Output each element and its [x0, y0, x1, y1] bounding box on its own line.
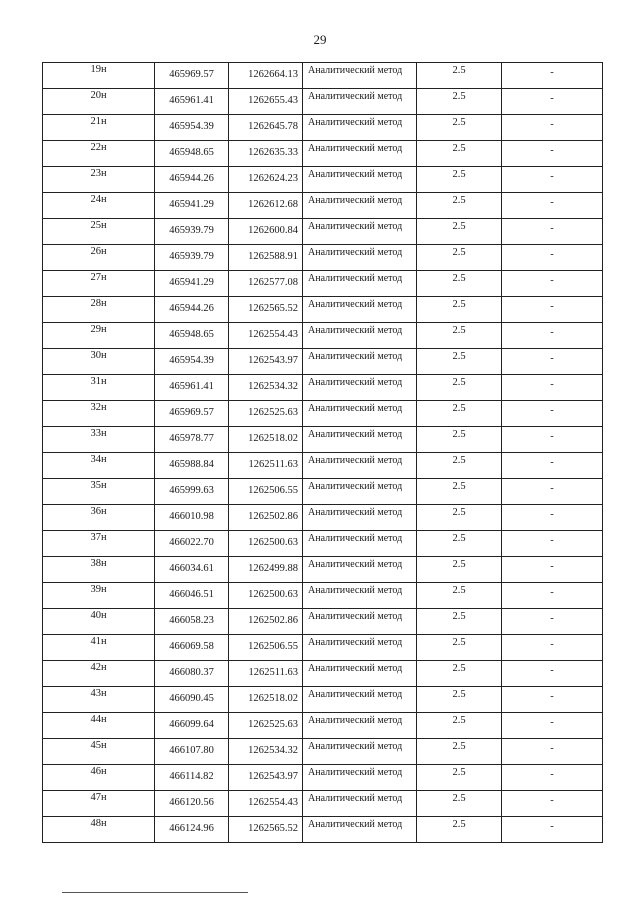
y-coordinate-cell: 1262664.13 — [229, 63, 303, 89]
method-cell: Аналитический метод — [303, 765, 417, 791]
y-coordinate-cell: 1262502.86 — [229, 609, 303, 635]
accuracy-cell: 2.5 — [417, 453, 502, 479]
y-coordinate-cell: 1262500.63 — [229, 583, 303, 609]
x-coordinate-cell: 466080.37 — [155, 661, 229, 687]
point-cell: 44н — [43, 713, 155, 739]
method-cell: Аналитический метод — [303, 349, 417, 375]
x-coordinate-cell: 466022.70 — [155, 531, 229, 557]
point-cell: 48н — [43, 817, 155, 843]
method-cell: Аналитический метод — [303, 323, 417, 349]
x-coordinate-cell: 466099.64 — [155, 713, 229, 739]
method-cell: Аналитический метод — [303, 219, 417, 245]
y-coordinate-cell: 1262543.97 — [229, 765, 303, 791]
accuracy-cell: 2.5 — [417, 661, 502, 687]
note-cell: - — [502, 375, 603, 401]
point-cell: 40н — [43, 609, 155, 635]
point-cell: 24н — [43, 193, 155, 219]
accuracy-cell: 2.5 — [417, 427, 502, 453]
note-cell: - — [502, 583, 603, 609]
table-row — [43, 739, 603, 765]
note-cell: - — [502, 427, 603, 453]
table-row — [43, 115, 603, 141]
accuracy-cell: 2.5 — [417, 687, 502, 713]
point-cell: 45н — [43, 739, 155, 765]
y-coordinate-cell: 1262518.02 — [229, 687, 303, 713]
x-coordinate-cell: 465941.29 — [155, 193, 229, 219]
y-coordinate-cell: 1262554.43 — [229, 323, 303, 349]
method-cell: Аналитический метод — [303, 713, 417, 739]
y-coordinate-cell: 1262554.43 — [229, 791, 303, 817]
accuracy-cell: 2.5 — [417, 167, 502, 193]
x-coordinate-cell: 465939.79 — [155, 245, 229, 271]
accuracy-cell: 2.5 — [417, 115, 502, 141]
x-coordinate-cell: 466114.82 — [155, 765, 229, 791]
table-row — [43, 817, 603, 843]
note-cell: - — [502, 167, 603, 193]
x-coordinate-cell: 465954.39 — [155, 349, 229, 375]
note-cell: - — [502, 271, 603, 297]
note-cell: - — [502, 323, 603, 349]
x-coordinate-cell: 465969.57 — [155, 401, 229, 427]
table-row — [43, 765, 603, 791]
point-cell: 26н — [43, 245, 155, 271]
accuracy-cell: 2.5 — [417, 245, 502, 271]
x-coordinate-cell: 466120.56 — [155, 791, 229, 817]
table-row — [43, 479, 603, 505]
point-cell: 41н — [43, 635, 155, 661]
method-cell: Аналитический метод — [303, 167, 417, 193]
x-coordinate-cell: 465948.65 — [155, 141, 229, 167]
table-row — [43, 141, 603, 167]
note-cell: - — [502, 687, 603, 713]
x-coordinate-cell: 466107.80 — [155, 739, 229, 765]
method-cell: Аналитический метод — [303, 63, 417, 89]
x-coordinate-cell: 465948.65 — [155, 323, 229, 349]
table-row — [43, 401, 603, 427]
y-coordinate-cell: 1262655.43 — [229, 89, 303, 115]
x-coordinate-cell: 466090.45 — [155, 687, 229, 713]
method-cell: Аналитический метод — [303, 817, 417, 843]
x-coordinate-cell: 465944.26 — [155, 167, 229, 193]
note-cell: - — [502, 713, 603, 739]
table-row — [43, 297, 603, 323]
note-cell: - — [502, 89, 603, 115]
x-coordinate-cell: 466124.96 — [155, 817, 229, 843]
accuracy-cell: 2.5 — [417, 219, 502, 245]
note-cell: - — [502, 557, 603, 583]
point-cell: 25н — [43, 219, 155, 245]
method-cell: Аналитический метод — [303, 193, 417, 219]
y-coordinate-cell: 1262502.86 — [229, 505, 303, 531]
x-coordinate-cell: 466046.51 — [155, 583, 229, 609]
method-cell: Аналитический метод — [303, 115, 417, 141]
accuracy-cell: 2.5 — [417, 531, 502, 557]
note-cell: - — [502, 531, 603, 557]
point-cell: 29н — [43, 323, 155, 349]
x-coordinate-cell: 466069.58 — [155, 635, 229, 661]
method-cell: Аналитический метод — [303, 297, 417, 323]
note-cell: - — [502, 791, 603, 817]
table-row — [43, 427, 603, 453]
point-cell: 42н — [43, 661, 155, 687]
y-coordinate-cell: 1262565.52 — [229, 297, 303, 323]
note-cell: - — [502, 817, 603, 843]
accuracy-cell: 2.5 — [417, 505, 502, 531]
y-coordinate-cell: 1262518.02 — [229, 427, 303, 453]
accuracy-cell: 2.5 — [417, 609, 502, 635]
table-row — [43, 349, 603, 375]
method-cell: Аналитический метод — [303, 141, 417, 167]
method-cell: Аналитический метод — [303, 687, 417, 713]
note-cell: - — [502, 765, 603, 791]
accuracy-cell: 2.5 — [417, 765, 502, 791]
point-cell: 28н — [43, 297, 155, 323]
method-cell: Аналитический метод — [303, 557, 417, 583]
point-cell: 38н — [43, 557, 155, 583]
table-row — [43, 219, 603, 245]
table-row — [43, 89, 603, 115]
y-coordinate-cell: 1262534.32 — [229, 375, 303, 401]
table-row — [43, 661, 603, 687]
point-cell: 47н — [43, 791, 155, 817]
accuracy-cell: 2.5 — [417, 713, 502, 739]
method-cell: Аналитический метод — [303, 635, 417, 661]
table-row — [43, 245, 603, 271]
x-coordinate-cell: 465939.79 — [155, 219, 229, 245]
y-coordinate-cell: 1262588.91 — [229, 245, 303, 271]
y-coordinate-cell: 1262600.84 — [229, 219, 303, 245]
note-cell: - — [502, 193, 603, 219]
point-cell: 22н — [43, 141, 155, 167]
x-coordinate-cell: 465969.57 — [155, 63, 229, 89]
x-coordinate-cell: 466034.61 — [155, 557, 229, 583]
y-coordinate-cell: 1262511.63 — [229, 453, 303, 479]
point-cell: 36н — [43, 505, 155, 531]
note-cell: - — [502, 115, 603, 141]
accuracy-cell: 2.5 — [417, 375, 502, 401]
point-cell: 35н — [43, 479, 155, 505]
accuracy-cell: 2.5 — [417, 583, 502, 609]
note-cell: - — [502, 479, 603, 505]
point-cell: 30н — [43, 349, 155, 375]
point-cell: 37н — [43, 531, 155, 557]
y-coordinate-cell: 1262635.33 — [229, 141, 303, 167]
method-cell: Аналитический метод — [303, 401, 417, 427]
table-row — [43, 193, 603, 219]
y-coordinate-cell: 1262624.23 — [229, 167, 303, 193]
accuracy-cell: 2.5 — [417, 193, 502, 219]
footer-rule — [62, 892, 248, 893]
point-cell: 23н — [43, 167, 155, 193]
note-cell: - — [502, 297, 603, 323]
table-row — [43, 453, 603, 479]
point-cell: 43н — [43, 687, 155, 713]
x-coordinate-cell: 465961.41 — [155, 375, 229, 401]
method-cell: Аналитический метод — [303, 245, 417, 271]
y-coordinate-cell: 1262506.55 — [229, 479, 303, 505]
note-cell: - — [502, 63, 603, 89]
accuracy-cell: 2.5 — [417, 63, 502, 89]
method-cell: Аналитический метод — [303, 505, 417, 531]
point-cell: 21н — [43, 115, 155, 141]
x-coordinate-cell: 465961.41 — [155, 89, 229, 115]
method-cell: Аналитический метод — [303, 609, 417, 635]
y-coordinate-cell: 1262525.63 — [229, 713, 303, 739]
y-coordinate-cell: 1262500.63 — [229, 531, 303, 557]
accuracy-cell: 2.5 — [417, 479, 502, 505]
note-cell: - — [502, 219, 603, 245]
accuracy-cell: 2.5 — [417, 271, 502, 297]
method-cell: Аналитический метод — [303, 661, 417, 687]
accuracy-cell: 2.5 — [417, 791, 502, 817]
note-cell: - — [502, 401, 603, 427]
point-cell: 33н — [43, 427, 155, 453]
accuracy-cell: 2.5 — [417, 323, 502, 349]
method-cell: Аналитический метод — [303, 583, 417, 609]
page-number: 29 — [313, 32, 327, 47]
note-cell: - — [502, 661, 603, 687]
method-cell: Аналитический метод — [303, 531, 417, 557]
x-coordinate-cell: 465978.77 — [155, 427, 229, 453]
method-cell: Аналитический метод — [303, 271, 417, 297]
accuracy-cell: 2.5 — [417, 141, 502, 167]
y-coordinate-cell: 1262577.08 — [229, 271, 303, 297]
point-cell: 39н — [43, 583, 155, 609]
note-cell: - — [502, 349, 603, 375]
x-coordinate-cell: 466010.98 — [155, 505, 229, 531]
table-row — [43, 323, 603, 349]
table-row — [43, 557, 603, 583]
point-cell: 31н — [43, 375, 155, 401]
x-coordinate-cell: 465954.39 — [155, 115, 229, 141]
note-cell: - — [502, 609, 603, 635]
note-cell: - — [502, 453, 603, 479]
accuracy-cell: 2.5 — [417, 635, 502, 661]
x-coordinate-cell: 465999.63 — [155, 479, 229, 505]
method-cell: Аналитический метод — [303, 375, 417, 401]
note-cell: - — [502, 245, 603, 271]
point-cell: 32н — [43, 401, 155, 427]
point-cell: 20н — [43, 89, 155, 115]
note-cell: - — [502, 739, 603, 765]
y-coordinate-cell: 1262499.88 — [229, 557, 303, 583]
y-coordinate-cell: 1262534.32 — [229, 739, 303, 765]
accuracy-cell: 2.5 — [417, 557, 502, 583]
coordinates-table-body — [43, 63, 603, 843]
table-row — [43, 505, 603, 531]
y-coordinate-cell: 1262525.63 — [229, 401, 303, 427]
y-coordinate-cell: 1262645.78 — [229, 115, 303, 141]
method-cell: Аналитический метод — [303, 427, 417, 453]
accuracy-cell: 2.5 — [417, 297, 502, 323]
table-row — [43, 713, 603, 739]
point-cell: 19н — [43, 63, 155, 89]
table-row — [43, 635, 603, 661]
accuracy-cell: 2.5 — [417, 89, 502, 115]
table-row — [43, 375, 603, 401]
table-row — [43, 791, 603, 817]
y-coordinate-cell: 1262612.68 — [229, 193, 303, 219]
accuracy-cell: 2.5 — [417, 817, 502, 843]
accuracy-cell: 2.5 — [417, 349, 502, 375]
coordinates-table — [42, 62, 603, 843]
note-cell: - — [502, 141, 603, 167]
point-cell: 34н — [43, 453, 155, 479]
y-coordinate-cell: 1262511.63 — [229, 661, 303, 687]
table-row — [43, 167, 603, 193]
y-coordinate-cell: 1262565.52 — [229, 817, 303, 843]
point-cell: 27н — [43, 271, 155, 297]
note-cell: - — [502, 635, 603, 661]
table-row — [43, 609, 603, 635]
method-cell: Аналитический метод — [303, 479, 417, 505]
x-coordinate-cell: 465944.26 — [155, 297, 229, 323]
method-cell: Аналитический метод — [303, 739, 417, 765]
note-cell: - — [502, 505, 603, 531]
x-coordinate-cell: 465941.29 — [155, 271, 229, 297]
y-coordinate-cell: 1262543.97 — [229, 349, 303, 375]
x-coordinate-cell: 466058.23 — [155, 609, 229, 635]
table-row — [43, 583, 603, 609]
y-coordinate-cell: 1262506.55 — [229, 635, 303, 661]
method-cell: Аналитический метод — [303, 89, 417, 115]
accuracy-cell: 2.5 — [417, 739, 502, 765]
method-cell: Аналитический метод — [303, 453, 417, 479]
table-row — [43, 531, 603, 557]
point-cell: 46н — [43, 765, 155, 791]
method-cell: Аналитический метод — [303, 791, 417, 817]
accuracy-cell: 2.5 — [417, 401, 502, 427]
table-row — [43, 63, 603, 89]
table-row — [43, 271, 603, 297]
table-row — [43, 687, 603, 713]
x-coordinate-cell: 465988.84 — [155, 453, 229, 479]
